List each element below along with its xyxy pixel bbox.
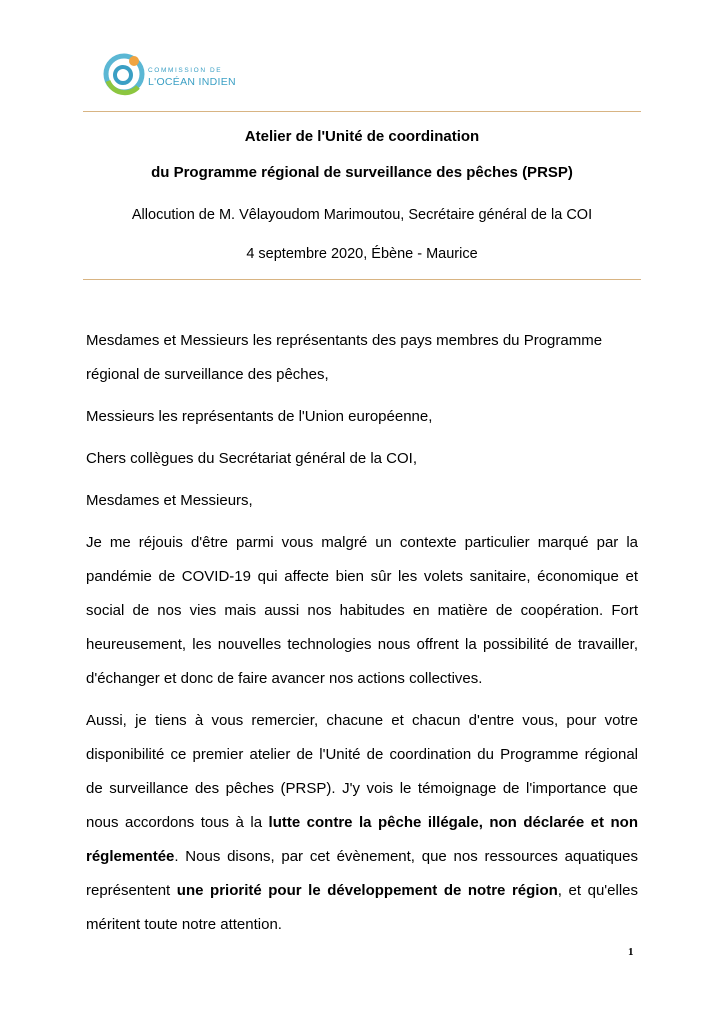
document-title-line2: du Programme régional de surveillance des pêches (PRSP) [151,164,573,181]
paragraph-text: , et qu'elles méritent toute notre attention. [86,882,639,933]
greeting-paragraph: Messieurs les représentants de l'Union européenne, [86,408,433,425]
greeting-paragraph: Mesdames et Messieurs les représentants des pays membres du Programme régional de surveillance des pêches, [86,332,603,383]
speech-body [86,324,638,950]
greeting-paragraph: Mesdames et Messieurs, [86,492,253,509]
logo-line2: L'OCÉAN INDIEN [148,75,236,88]
date-place: 4 septembre 2020, Ébène - Maurice [246,246,478,262]
header-bottom-rule [83,279,641,280]
body-paragraph [86,704,638,942]
page-number: 1 [628,946,634,958]
document-title-line1: Atelier de l'Unité de coordination [244,128,480,145]
allocution-subtitle: Allocution de M. Vêlayoudom Marimoutou, Secrétaire général de la COI [131,207,593,223]
body-paragraph: Je me réjouis d'être parmi vous malgré un contexte particulier marqué par la pandémie de COVID-19 qui affecte bien sûr les volets sanitaire, économique et social de nos vies mais aussi nos habitudes en matière de coopération. Fort heureusement, les nouvelles technologies nous offrent la possibilité de travailler, d'échanger et donc de faire avancer nos actions collectives. [86,534,638,687]
logo-line1: COMMISSION DE [148,67,223,74]
emphasis-text: une priorité pour le développement de notre région [176,882,558,899]
paragraph-text: Aussi, je tiens à vous remercier, chacune et chacun d'entre vous, pour votre disponibilité ce premier atelier de l'Unité de coordination du Programme régional de surveillance des pêches (PRSP). J'y vois le témoignage de l'importance que nous accordons tous à la [86,712,638,831]
greeting-paragraph: Chers collègues du Secrétariat général de la COI, [86,450,418,467]
header-top-rule [83,111,641,112]
coi-logo-icon [100,51,146,97]
emphasis-text: lutte contre la pêche illégale, non déclarée et non réglementée [86,814,638,865]
paragraph-text: . Nous disons, par cet évènement, que nos ressources aquatiques représentent [86,848,638,899]
coi-logo [100,51,260,97]
logo-text [148,68,236,87]
